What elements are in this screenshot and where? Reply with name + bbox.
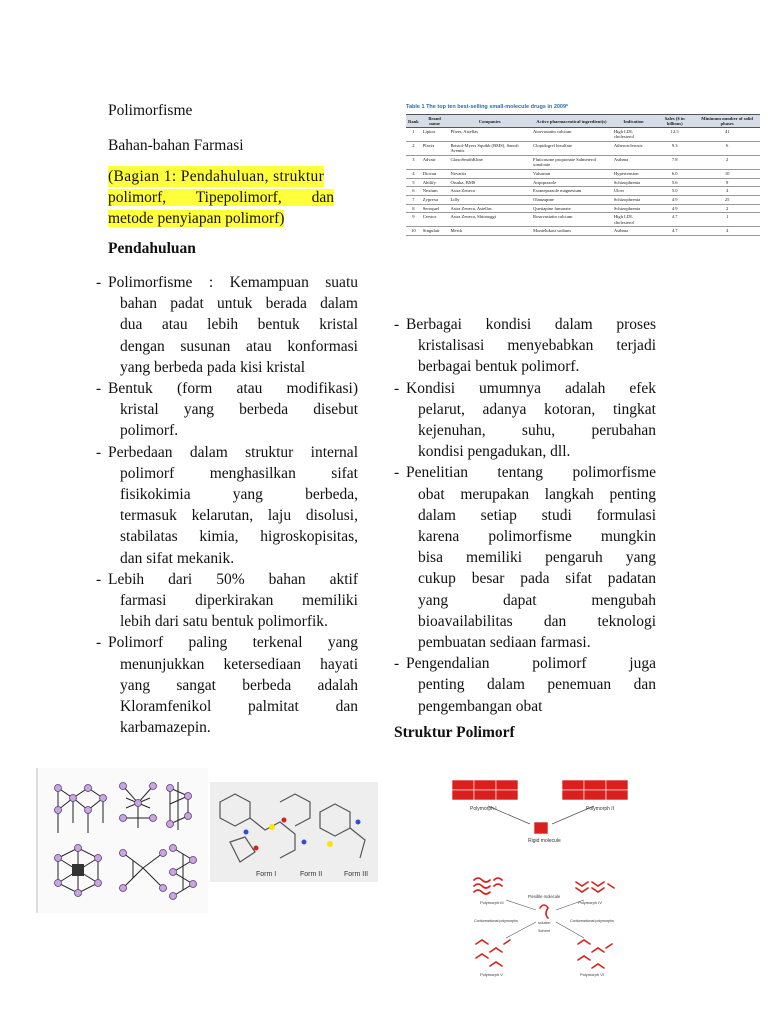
table-cell: 10	[694, 169, 760, 178]
table-cell: Montelukast sodium	[531, 227, 612, 236]
table-cell: Atherosclerosis	[612, 141, 655, 155]
bullet-line	[394, 462, 662, 483]
table-cell: Pfizer, Astellas	[448, 128, 531, 142]
bullet-dash: -	[96, 274, 102, 291]
bullet-line	[96, 420, 358, 441]
table-cell: GlaxoSmithKline	[448, 155, 531, 169]
bullet-text: Pengendalian polimorf juga	[406, 655, 656, 673]
table-row	[406, 227, 760, 236]
table-cell: Lipitor	[421, 128, 449, 142]
table-cell: High LDL cholesterol	[612, 213, 655, 227]
table-cell: 9.3	[655, 141, 694, 155]
table-row	[406, 178, 760, 187]
table-cell: 4	[694, 227, 760, 236]
bullet-line	[96, 378, 358, 399]
table-cell: Clopidogrel bisulfate	[531, 141, 612, 155]
bullet-dash: -	[96, 380, 102, 398]
table-cell: 4	[406, 169, 421, 178]
bullet-line	[96, 675, 358, 696]
bullet-text: bioavailabilitas dan teknologi	[418, 612, 656, 630]
conformational-label-left: Conformational polymorphs	[474, 919, 518, 923]
table-cell: High LDL cholesterol	[612, 128, 655, 142]
rigid-polymorph-figure	[448, 776, 634, 846]
bullet-line	[96, 611, 358, 632]
bullet-text: dengan susunan atau konformasi	[120, 337, 358, 355]
table-cell: Quetiapine fumarate	[531, 204, 612, 213]
table-cell: Merck	[448, 227, 531, 236]
polymorph-3-label: Polymorph III	[480, 900, 504, 905]
table-cell: 1	[694, 213, 760, 227]
bullet-text: farmasi diperkirakan memiliki	[120, 592, 358, 610]
table-cell: 4.9	[655, 204, 694, 213]
bullet-line	[394, 335, 662, 356]
left-bullet-5	[96, 632, 358, 738]
section-heading-struktur: Struktur Polimorf	[394, 724, 515, 741]
table-cell: 1	[406, 128, 421, 142]
bullet-line	[394, 399, 662, 420]
highlight-line-2: polimorf, Tipepolimorf, dan	[108, 189, 334, 206]
table-cell: 4.9	[655, 195, 694, 204]
bullet-text: berbagai bentuk polimorf.	[418, 358, 580, 376]
molecular-forms-figure	[210, 782, 378, 882]
flexible-polymorph-figure	[466, 874, 626, 978]
bullet-text: fisikokimia yang berbeda,	[120, 486, 358, 504]
right-bullet-1	[394, 314, 662, 378]
bullet-text: menunjukkan ketersediaan hayati	[120, 655, 358, 673]
table-cell: Atorvastatin calcium	[531, 128, 612, 142]
table-cell: 4.7	[655, 213, 694, 227]
highlight-line-1: (Bagian 1: Pendahuluan, struktur	[108, 168, 325, 185]
left-bullet-list	[96, 272, 358, 738]
molecular-forms-drawing	[210, 782, 378, 882]
bullet-text: pelarut, adanya kotoran, tingkat	[418, 400, 656, 418]
bullet-text: karena polimorfisme mungkin	[418, 528, 656, 546]
bullet-line	[394, 314, 662, 335]
table-cell: Astra Zeneca, Shionoggi	[448, 213, 531, 227]
table-row	[406, 169, 760, 178]
bullet-line	[96, 569, 358, 590]
bullet-dash: -	[394, 464, 400, 482]
table-cell: Valsartan	[531, 169, 612, 178]
bullet-line	[394, 611, 662, 632]
table-cell: Astra Zeneca	[448, 187, 531, 196]
bullet-line	[96, 717, 358, 738]
flexible-molecule-label: Flexible molecule	[528, 894, 561, 899]
bullet-text: yang berbeda pada kisi kristal	[120, 358, 306, 376]
right-bullet-3	[394, 462, 662, 653]
bullet-text: Penelitian tentang polimorfisme	[406, 464, 656, 482]
bullet-dash: -	[394, 655, 400, 673]
bullet-text: dalam setiap studi formulasi	[418, 506, 656, 524]
bullet-text: pengembangan obat	[418, 697, 543, 715]
bullet-line	[96, 548, 358, 569]
bullet-text: dua atau lebih bentuk kristal	[120, 316, 358, 334]
table-cell: Olanzapine	[531, 195, 612, 204]
polymorph-6-label: Polymorph VI	[580, 972, 605, 977]
bullet-text: stabilatas kimia, higroskopisitas,	[120, 528, 358, 546]
bullet-text: cukup besar pada sifat padatan	[418, 570, 656, 588]
bullet-line	[394, 484, 662, 505]
table-cell: Rosuvastatin calcium	[531, 213, 612, 227]
bullet-line	[394, 441, 662, 462]
table-cell: 9	[694, 178, 760, 187]
table-header-cell: Indication	[612, 115, 655, 128]
bullet-line	[96, 314, 358, 335]
bullet-line	[394, 696, 662, 717]
table-cell: Crestor	[421, 213, 449, 227]
bullet-text: Bentuk (form atau modifikasi)	[108, 380, 358, 398]
table-cell: 9	[406, 213, 421, 227]
bullet-text: yang sangat berbeda adalah	[120, 676, 358, 694]
table-cell: 6.0	[655, 169, 694, 178]
table-cell: Diovan	[421, 169, 449, 178]
right-bullet-list	[394, 314, 662, 717]
polymorph-2-label: Polymorph II	[586, 806, 615, 812]
table-cell: 4	[694, 187, 760, 196]
bullet-line	[394, 632, 662, 653]
table-cell: Abilify	[421, 178, 449, 187]
highlight-line-3: metode penyiapan polimorf)	[108, 210, 285, 227]
table-cell: 6	[694, 141, 760, 155]
bullet-line	[96, 484, 358, 505]
bullet-text: pembuatan sediaan farmasi.	[418, 634, 591, 652]
bullet-text: Kloramfenikol palmitat dan	[120, 698, 358, 716]
bullet-line	[96, 590, 358, 611]
bullet-text: dan sifat mekanik.	[120, 549, 235, 567]
bullet-line	[394, 590, 662, 611]
bullet-text: kejenuhan, suhu, perubahan	[418, 422, 656, 440]
table-cell: 41	[694, 128, 760, 142]
table-cell: 4.7	[655, 227, 694, 236]
table-cell: Seroquel	[421, 204, 449, 213]
bullet-text: bahan padat untuk berada dalam	[120, 295, 358, 313]
bullet-line	[394, 674, 662, 695]
table-cell: 7	[406, 195, 421, 204]
bullet-text: polimorf.	[120, 422, 179, 440]
bullet-line	[96, 463, 358, 484]
table-row	[406, 141, 760, 155]
conformational-label-right: Conformational polymorphs	[570, 919, 614, 923]
table-cell: Ulcer	[612, 187, 655, 196]
bullet-text: Polimorf paling terkenal yang	[108, 634, 358, 652]
bullet-line	[394, 653, 662, 674]
bullet-dash: -	[394, 316, 400, 333]
table-row	[406, 195, 760, 204]
table-cell: 12.5	[655, 128, 694, 142]
crystal-lattice-drawing	[38, 768, 208, 913]
left-bullet-4	[96, 569, 358, 633]
table-row	[406, 155, 760, 169]
bullet-line	[96, 399, 358, 420]
bullet-line	[394, 547, 662, 568]
bullet-text: obat merupakan langkah penting	[418, 485, 656, 503]
bullet-line	[96, 654, 358, 675]
bullet-text: Polimorfisme : Kemampuan suatu	[108, 274, 358, 291]
bullet-line	[96, 272, 358, 293]
bullet-line	[394, 356, 662, 377]
polymorph-1-label: Polymorph I	[470, 806, 497, 812]
table-cell: Fluticasone propionate Salmeterol xinafoate	[531, 155, 612, 169]
table-cell: 8	[406, 204, 421, 213]
bullet-line	[394, 526, 662, 547]
table-cell: 5	[406, 178, 421, 187]
right-bullet-2	[394, 378, 662, 463]
table-cell: 5.0	[655, 187, 694, 196]
bullet-line	[394, 378, 662, 399]
bullet-dash: -	[96, 634, 102, 652]
bullet-text: Berbagai kondisi dalam proses	[406, 316, 656, 333]
bullet-line	[96, 632, 358, 653]
table-header-cell: Active pharmaceutical ingredient(s)	[531, 115, 612, 128]
table-cell: Novartis	[448, 169, 531, 178]
bullet-text: termasuk kelarutan, laju disolusi,	[120, 507, 358, 525]
left-bullet-1	[96, 272, 358, 378]
table-cell: Zyprexa	[421, 195, 449, 204]
table-header-cell: Brand name	[421, 115, 449, 128]
bullet-line	[96, 336, 358, 357]
table-cell: Advair	[421, 155, 449, 169]
left-bullet-3	[96, 442, 358, 569]
bullet-text: penting dalam penemuan dan	[418, 676, 656, 694]
bullet-text: Kondisi umumnya adalah efek	[406, 379, 656, 397]
table-cell: Hypertension	[612, 169, 655, 178]
table-cell: 10	[406, 227, 421, 236]
form-label-3: Form III	[344, 871, 369, 878]
bullet-text: kristalisasi menyebabkan terjadi	[418, 337, 656, 355]
bullet-text: lebih dari satu bentuk polimorfik.	[120, 613, 328, 631]
table-cell: 2	[406, 141, 421, 155]
left-bullet-2	[96, 378, 358, 442]
bullet-line	[96, 293, 358, 314]
table-row	[406, 204, 760, 213]
table-cell: Schizophrenia	[612, 178, 655, 187]
section-heading-pendahuluan: Pendahuluan	[108, 240, 196, 257]
bullet-line	[96, 505, 358, 526]
solvent-label: Solvent	[538, 929, 550, 933]
drug-table-figure	[406, 104, 760, 236]
bullet-text: polimorf menghasilkan sifat	[120, 464, 358, 482]
table-cell: 7.8	[655, 155, 694, 169]
highlight-block	[108, 166, 358, 229]
table-row	[406, 213, 760, 227]
table-cell: Schizophrenia	[612, 195, 655, 204]
doc-subtitle: Bahan-bahan Farmasi	[108, 137, 244, 154]
table-cell: Schizophrenia	[612, 204, 655, 213]
table-header-cell: Sales ($ in billions)	[655, 115, 694, 128]
bullet-line	[96, 357, 358, 378]
table-cell: Asthma	[612, 227, 655, 236]
table-row	[406, 128, 760, 142]
table-header-cell: Minimum number of solid phases	[694, 115, 760, 128]
table-cell: Esomeprazole magnesium	[531, 187, 612, 196]
table-header-cell: Rank	[406, 115, 421, 128]
bullet-line	[394, 505, 662, 526]
bullet-line	[394, 420, 662, 441]
bullet-text: karbamazepin.	[120, 719, 211, 737]
rigid-polymorph-drawing	[448, 776, 634, 846]
table-cell: 3	[406, 155, 421, 169]
table-cell: Astra Zeneca, Astellas	[448, 204, 531, 213]
table-cell: Aripiprazole	[531, 178, 612, 187]
polymorph-4-label: Polymorph IV	[578, 900, 603, 905]
bullet-line	[96, 442, 358, 463]
table-cell: Lilly	[448, 195, 531, 204]
bullet-text: Perbedaan dalam struktur internal	[108, 443, 358, 461]
doc-title: Polimorfisme	[108, 102, 193, 119]
table-cell: Bristol-Myers Squibb (BMS), Sanofi Aventis	[448, 141, 531, 155]
flexible-polymorph-drawing	[466, 874, 626, 978]
bullet-dash: -	[96, 443, 102, 461]
bullet-text: kondisi pengadukan, dll.	[418, 443, 571, 461]
table-cell: Nexium	[421, 187, 449, 196]
bullet-dash: -	[96, 570, 102, 588]
bullet-text: Lebih dari 50% bahan aktif	[108, 570, 358, 588]
table-cell: Plavix	[421, 141, 449, 155]
table-title: Table 1 The top ten best-selling small-molecule drugs in 2009ª	[406, 104, 569, 110]
bullet-dash: -	[394, 379, 400, 397]
table-cell: Otsuka, BMS	[448, 178, 531, 187]
table-row	[406, 187, 760, 196]
form-label-1: Form I	[256, 871, 277, 878]
table-header-cell: Companies	[448, 115, 531, 128]
bullet-text: kristal yang berbeda disebut	[120, 401, 358, 419]
table-cell: 2	[694, 155, 760, 169]
table-cell: Asthma	[612, 155, 655, 169]
bullet-line	[96, 526, 358, 547]
table-cell: 5.6	[655, 178, 694, 187]
bullet-line	[96, 696, 358, 717]
table-cell: 6	[406, 187, 421, 196]
polymorph-5-label: Polymorph V	[480, 972, 503, 977]
crystal-lattice-figure	[36, 768, 208, 913]
form-label-2: Form II	[300, 871, 323, 878]
right-bullet-4	[394, 653, 662, 717]
rigid-molecule-label: Rigid molecule	[528, 838, 561, 844]
bullet-line	[394, 568, 662, 589]
table-cell: 2	[694, 204, 760, 213]
drug-table	[406, 114, 760, 236]
table-cell: 25	[694, 195, 760, 204]
solution-label: solution	[538, 921, 551, 925]
table-cell: Singulair	[421, 227, 449, 236]
bullet-text: bisa memiliki pengaruh yang	[418, 549, 656, 567]
bullet-text: yang dapat mengubah	[418, 591, 656, 609]
